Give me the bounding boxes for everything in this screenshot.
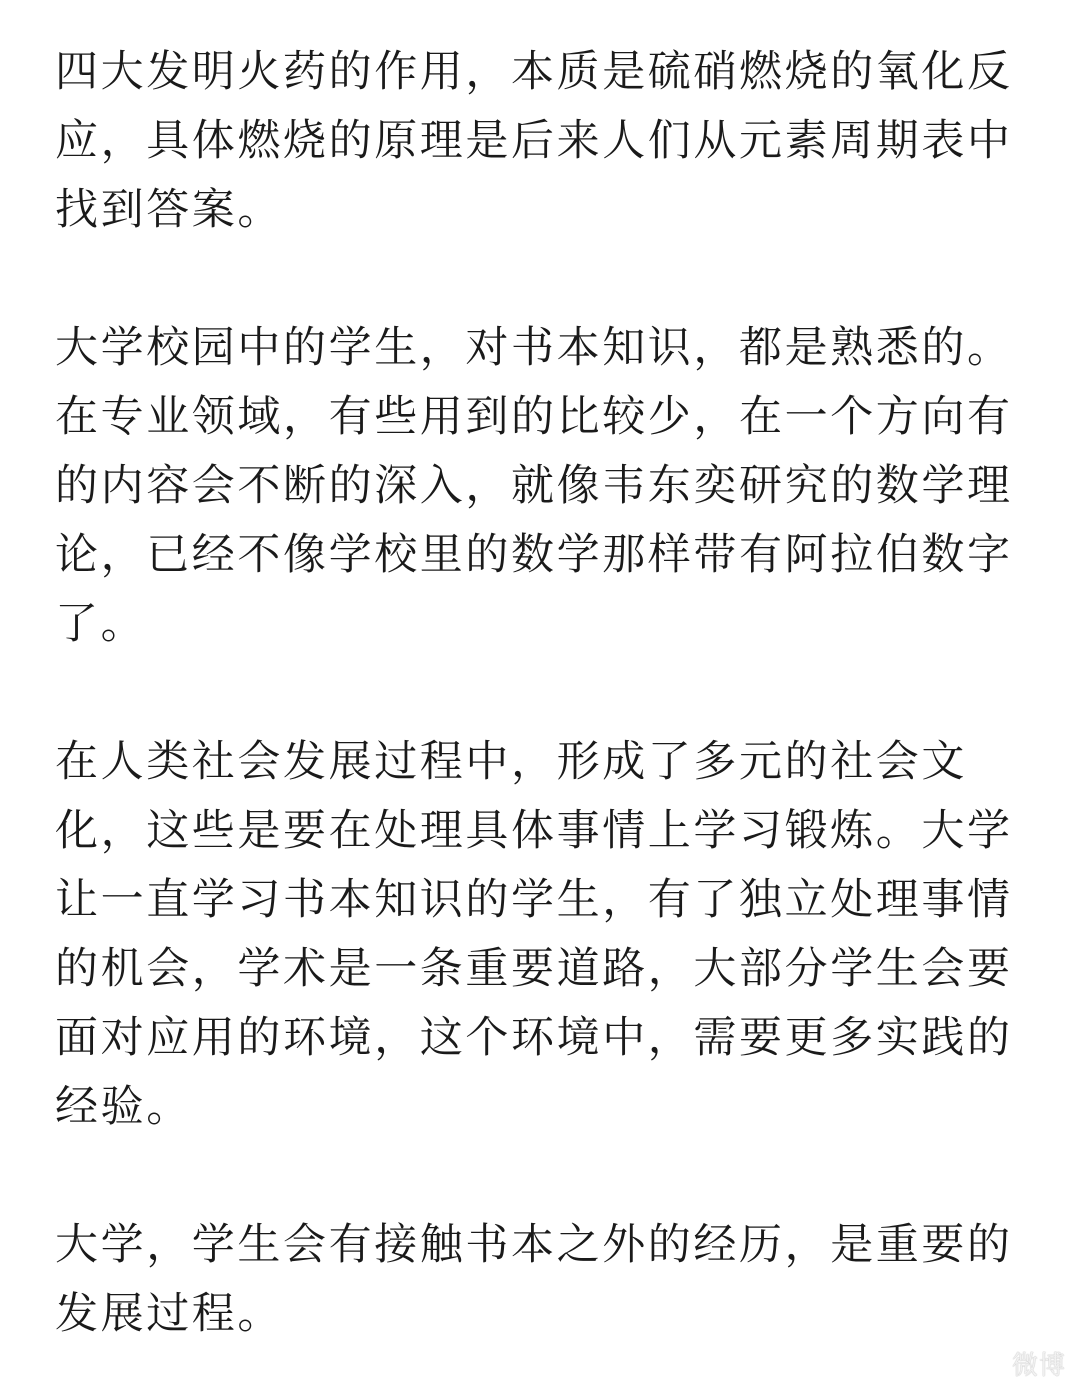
text-line: 应，具体燃烧的原理是后来人们从元素周期表中: [55, 116, 1013, 166]
text-line: 发展过程。: [55, 1289, 283, 1339]
text-line: 的机会，学术是一条重要道路，大部分学生会要: [55, 944, 1013, 994]
text-line: 四大发明火药的作用，本质是硫硝燃烧的氧化反: [55, 47, 1013, 97]
text-line: 让一直学习书本知识的学生，有了独立处理事情: [55, 875, 1013, 925]
text-line: 在人类社会发展过程中，形成了多元的社会文: [55, 737, 967, 787]
watermark: 微博: [1011, 1351, 1066, 1381]
article-body: [55, 38, 1030, 1349]
text-line: 论，已经不像学校里的数学那样带有阿拉伯数字: [55, 530, 1013, 580]
text-line: 化，这些是要在处理具体事情上学习锻炼。大学: [55, 806, 1013, 856]
paragraph-3: [55, 728, 1030, 1142]
text-line: 经验。: [55, 1082, 192, 1132]
text-line: 了。: [55, 599, 147, 649]
text-line: 找到答案。: [55, 185, 283, 235]
text-line: 的内容会不断的深入，就像韦东奕研究的数学理: [55, 461, 1013, 511]
paragraph-2: [55, 314, 1030, 659]
paragraph-4: [55, 1211, 1030, 1349]
text-line: 面对应用的环境，这个环境中，需要更多实践的: [55, 1013, 1013, 1063]
text-line: 在专业领域，有些用到的比较少，在一个方向有: [55, 392, 1013, 442]
text-line: 大学，学生会有接触书本之外的经历，是重要的: [55, 1220, 1013, 1270]
text-line: 大学校园中的学生，对书本知识，都是熟悉的。: [55, 323, 1013, 373]
paragraph-1: [55, 38, 1030, 245]
